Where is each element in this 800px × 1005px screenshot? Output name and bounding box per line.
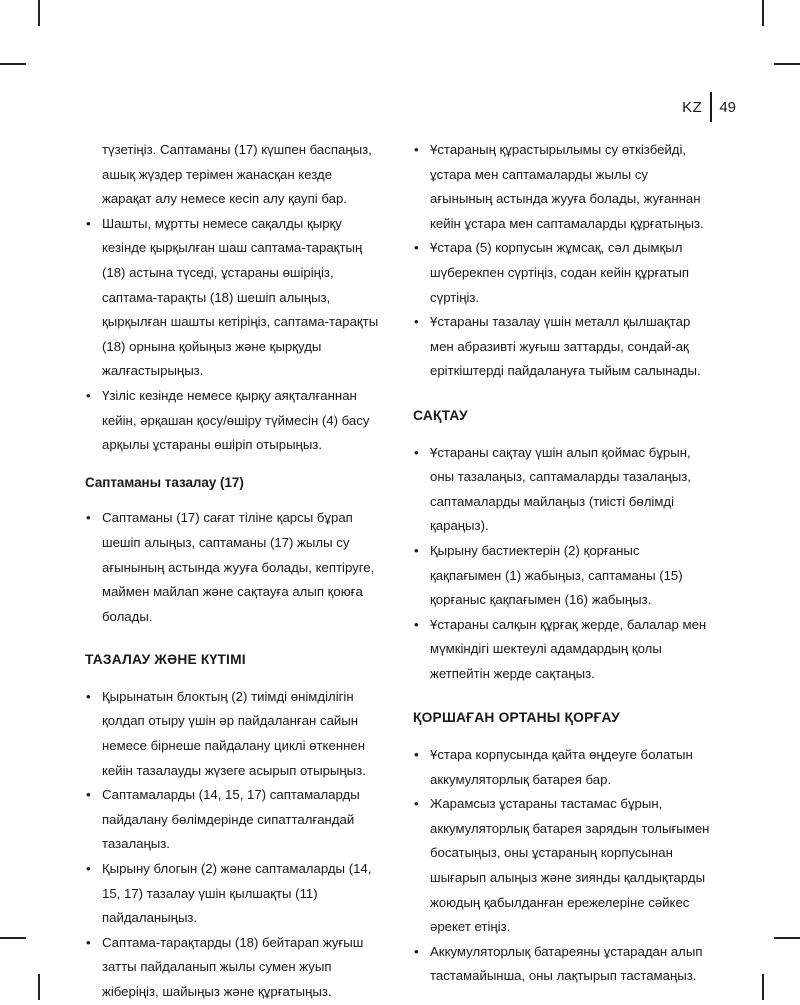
section-heading: ҚОРШАҒАН ОРТАНЫ ҚОРҒАУ: [413, 710, 620, 726]
section-heading: САҚТАУ: [413, 407, 468, 423]
sub-heading: Саптаманы тазалау (17): [85, 474, 244, 490]
list-item: • Шашты, мұртты немесе сақалды қырқу кезінде қырқылған шаш саптама-тарақтың (18) астына түседі, ұстараны өшіріңіз, саптама-тарақты (18) шешіп алыңыз, қырқылған шашты кетіріңіз, саптама-тарақты (18) орнына қойыңыз және қырқуды жалғастырыңыз.: [85, 212, 385, 384]
language-code: KZ: [682, 98, 703, 116]
list-item: • Ұстараның құрастырылымы су өткізбейді, ұстара мен саптамаларды жылы су ағынының астында жууға болады, жуғаннан кейін ұстара мен саптамаларды құрғатыңыз.: [413, 138, 713, 236]
crop-mark: [762, 0, 764, 26]
list-item: • Ұстараны сақтау үшін алып қоймас бұрын, оны тазалаңыз, саптамаларды тазалаңыз, саптамаларды майлаңыз (тиісті бөлімді қараңыз).: [413, 441, 713, 539]
list-item: • Ұстараны тазалау үшін металл қылшақтар мен абразивті жуғыш заттарды, сондай-ақ еріткіштерді пайдалануға тыйым салынады.: [413, 310, 713, 384]
list-item: • Қырыну бастиектерін (2) қорғаныс қақпағымен (1) жабыңыз, саптаманы (15) қорғаныс қақпағымен (16) жабыңыз.: [413, 539, 713, 613]
right-column: [413, 138, 713, 989]
list-item: • Саптаманы (17) сағат тіліне қарсы бұрап шешіп алыңыз, саптаманы (17) жылы су ағынының астында жууға болады, кептіруге, маймен майлап және сақтауға алып қоюға болады.: [85, 506, 385, 629]
header-divider: [710, 92, 712, 122]
list-item: • Қырынатын блоктың (2) тиімді өнімділігін қолдап отыру үшін әр пайдаланған сайын немесе бірнеше пайдалану циклі өткеннен кейін тазалауды жүзеге асырып отырыңыз.: [85, 685, 385, 783]
bullet-list: [413, 138, 713, 384]
crop-mark: [0, 63, 26, 65]
list-item: • Саптама-тарақтарды (18) бейтарап жуғыш затты пайдаланып жылы сумен жуып жіберіңіз, шайыңыз және құрғатыңыз.: [85, 931, 385, 1005]
list-item: • Ұстара корпусында қайта өңдеуге болатын аккумуляторлық батарея бар.: [413, 743, 713, 792]
left-column: [85, 138, 385, 1005]
crop-mark: [38, 0, 40, 26]
section-heading: ТАЗАЛАУ ЖӘНЕ КҮТІМІ: [85, 652, 246, 668]
list-item: • Саптамаларды (14, 15, 17) саптамаларды пайдалану бөлімдерінде сипатталғандай тазалаңыз.: [85, 783, 385, 857]
crop-mark: [774, 937, 800, 939]
bullet-list: [85, 212, 385, 458]
list-item: • Ұстара (5) корпусын жұмсақ, сәл дымқыл шүберекпен сүртіңіз, содан кейін құрғатып сүртіңіз.: [413, 236, 713, 310]
bullet-list: [413, 441, 713, 687]
list-item: • Аккумуляторлық батареяны ұстарадан алып тастамайынша, оны лақтырып тастамаңыз.: [413, 940, 713, 989]
crop-mark: [762, 974, 764, 1000]
list-item: • Үзіліс кезінде немесе қырқу аяқталғаннан кейін, әрқашан қосу/өшіру түймесін (4) басу арқылы ұстараны өшіріп отырыңыз.: [85, 384, 385, 458]
page-header: [682, 92, 736, 122]
bullet-list: [85, 685, 385, 1005]
list-item: • Ұстараны салқын құрғақ жерде, балалар мен мүмкіндігі шектеулі адамдардың қолы жетпейтін жерде сақтаңыз.: [413, 613, 713, 687]
crop-mark: [0, 937, 26, 939]
intro-paragraph: түзетіңіз. Саптаманы (17) күшпен баспаңыз, ашық жүздер терімен жанасқан кезде жарақат алу немесе кесіп алу қаупі бар.: [102, 142, 372, 207]
bullet-list: [85, 506, 385, 629]
page-number: 49: [719, 98, 736, 116]
list-item: • Жарамсыз ұстараны тастамас бұрын, аккумуляторлық батарея зарядын толығымен босатыңыз, оны ұстараның корпусынан шығарып алыңыз және зиянды қалдықтарды жоюдың қабылданған ережелеріне сәйкес әрекет етіңіз.: [413, 792, 713, 940]
bullet-list: [413, 743, 713, 989]
crop-mark: [38, 974, 40, 1000]
crop-mark: [774, 63, 800, 65]
list-item: • Қырыну блогын (2) және саптамаларды (14, 15, 17) тазалау үшін қылшақты (11) пайдаланыңыз.: [85, 857, 385, 931]
